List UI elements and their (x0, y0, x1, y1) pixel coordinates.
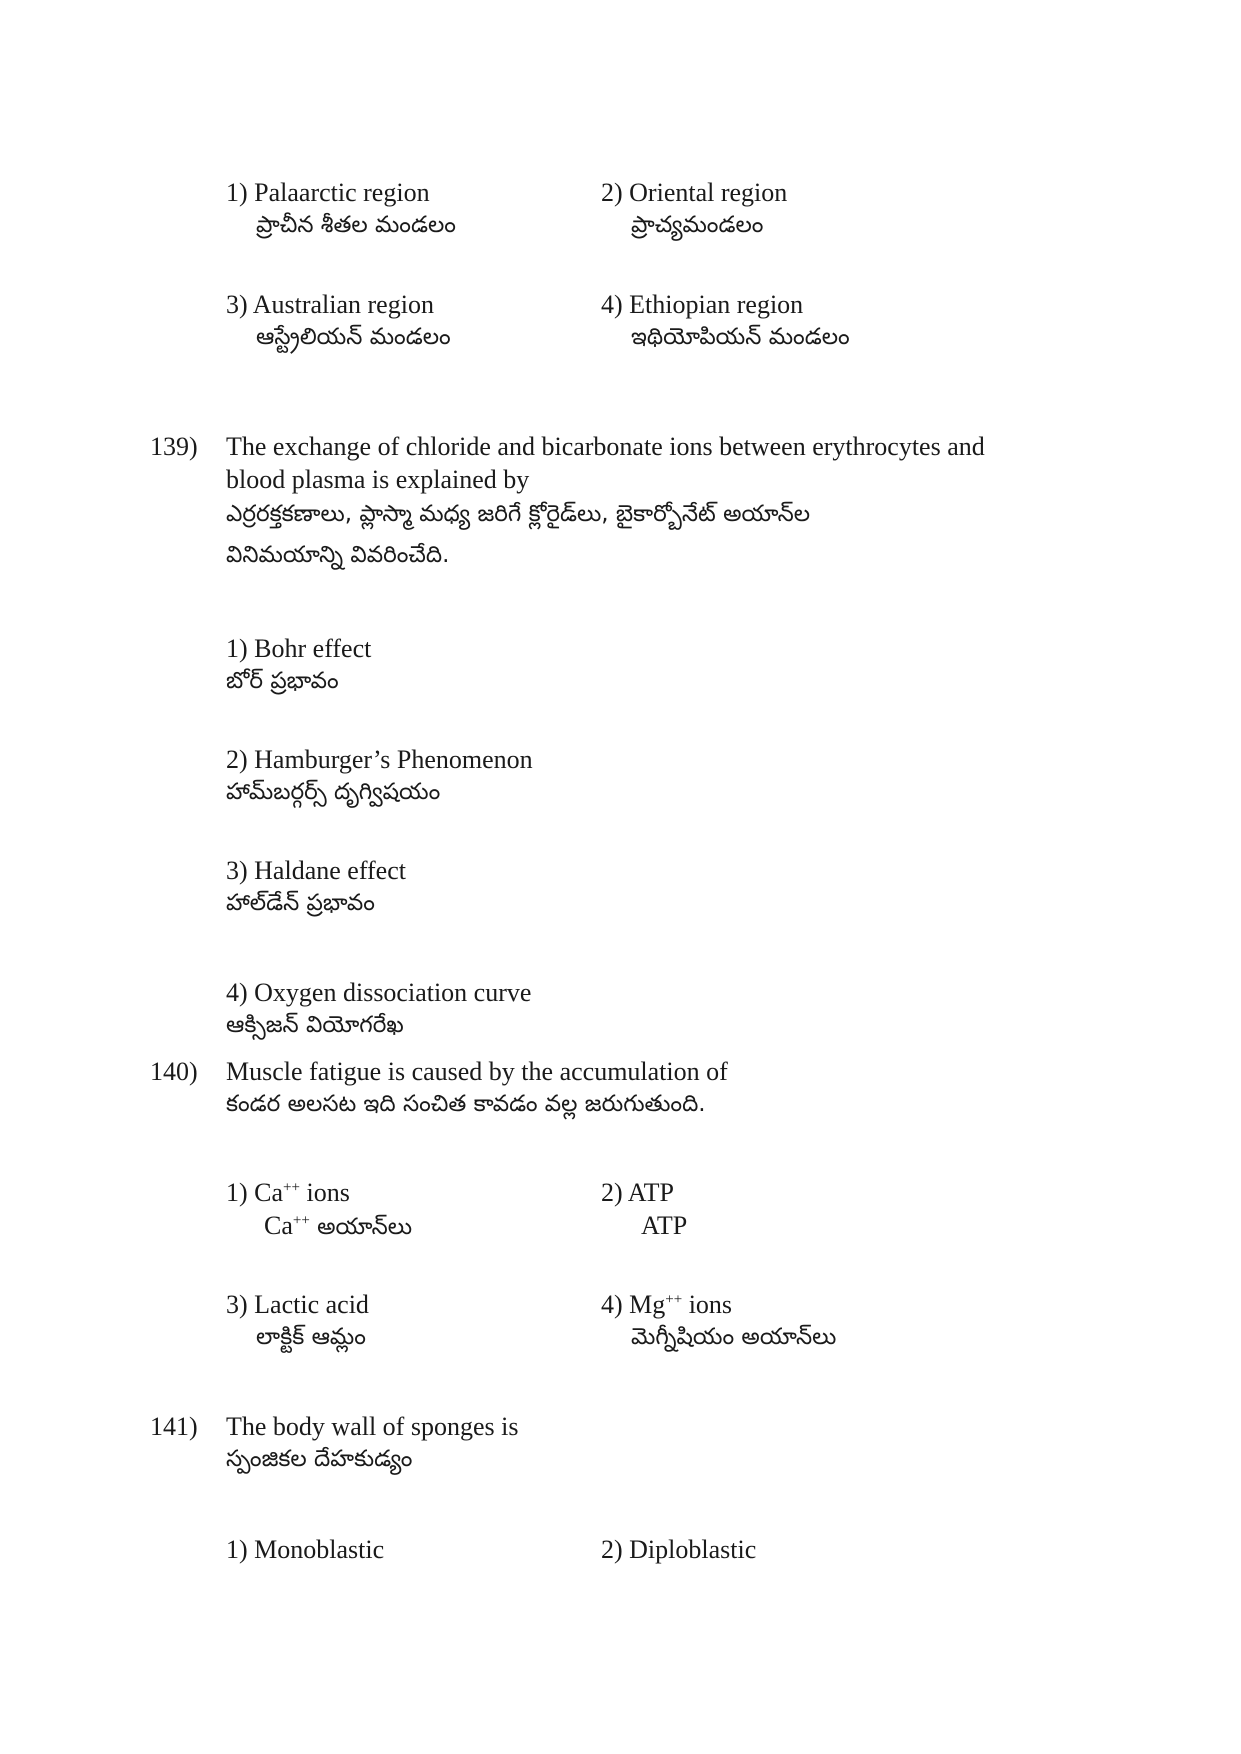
q139-option-3 (226, 854, 406, 920)
q138-option-1-en: 1) Palaarctic region (226, 178, 430, 207)
q138-option-2-en: 2) Oriental region (601, 178, 788, 207)
q139-text-en-line2: blood plasma is explained by (226, 465, 530, 494)
q139-option-1-te: బోర్ ప్రభావం (226, 668, 339, 694)
q138-option-2-te: ప్రాచ్యమండలం (631, 212, 764, 238)
q140-number: 140) (150, 1057, 198, 1086)
q140-text-en: Muscle fatigue is caused by the accumulation of (226, 1057, 728, 1086)
q139-text-te-line2: వినిమయాన్ని వివరించేది. (226, 542, 450, 568)
q140-text (226, 1055, 728, 1121)
q138-option-1-te: ప్రాచీన శీతల మండలం (256, 212, 456, 238)
q140-option-2 (601, 1176, 687, 1242)
q140-option-4 (601, 1288, 836, 1354)
q139-text (226, 430, 985, 572)
q140-option-4-te: మెగ్నీషియం అయాన్‌లు (631, 1324, 837, 1350)
q139-option-3-te: హాల్‌డేన్ ప్రభావం (226, 890, 375, 916)
q139-option-3-en: 3) Haldane effect (226, 856, 406, 885)
q141-option-2: 2) Diploblastic (601, 1535, 757, 1564)
q139-option-2 (226, 743, 533, 809)
q139-option-4-en: 4) Oxygen dissociation curve (226, 978, 532, 1007)
q138-option-4-en: 4) Ethiopian region (601, 290, 804, 319)
q140-option-3 (226, 1288, 369, 1354)
q141-option-1: 1) Monoblastic (226, 1535, 385, 1564)
q140-option-2-en: 2) ATP (601, 1178, 674, 1207)
q140-option-1-te: Ca++ అయాన్‌లు (264, 1211, 413, 1240)
q141-number: 141) (150, 1412, 198, 1441)
q138-option-3-en: 3) Australian region (226, 290, 434, 319)
q140-option-4-en: 4) Mg++ ions (601, 1290, 733, 1319)
q140-option-2-te: ATP (641, 1211, 688, 1240)
q139-option-2-en: 2) Hamburger’s Phenomenon (226, 745, 533, 774)
q138-option-3 (226, 288, 451, 354)
q139-text-en-line1: The exchange of chloride and bicarbonate ions between erythrocytes and (226, 432, 985, 461)
q139-text-te-line1: ఎర్రరక్తకణాలు, ప్లాస్మా మధ్య జరిగే క్లోరైడ్‌లు, బైకార్బోనేట్ అయాన్‌ల (226, 501, 811, 527)
q140-option-1 (226, 1176, 412, 1244)
q138-option-3-te: ఆస్ట్రేలియన్ మండలం (256, 324, 451, 350)
q138-option-2 (601, 176, 787, 242)
q139-option-4 (226, 976, 531, 1042)
q140-text-te: కండర అలసట ఇది సంచిత కావడం వల్ల జరుగుతుంది. (226, 1091, 706, 1117)
q141-text (226, 1410, 518, 1476)
q138-option-4-te: ఇథియోపియన్ మండలం (631, 324, 850, 350)
q139-option-1 (226, 632, 371, 698)
q140-option-3-te: లాక్టిక్ ఆమ్లం (256, 1324, 366, 1350)
q138-option-4 (601, 288, 850, 354)
q139-option-4-te: ఆక్సిజన్ వియోగరేఖ (226, 1012, 404, 1038)
q138-option-1 (226, 176, 456, 242)
q141-text-en: The body wall of sponges is (226, 1412, 519, 1441)
q141-text-te: స్పంజికల దేహకుడ్యం (226, 1446, 413, 1472)
q139-option-2-te: హామ్‌బర్గర్స్ దృగ్విషయం (226, 779, 441, 805)
q139-number: 139) (150, 432, 198, 461)
q140-option-3-en: 3) Lactic acid (226, 1290, 369, 1319)
q140-option-1-en: 1) Ca++ ions (226, 1178, 350, 1207)
q139-option-1-en: 1) Bohr effect (226, 634, 372, 663)
